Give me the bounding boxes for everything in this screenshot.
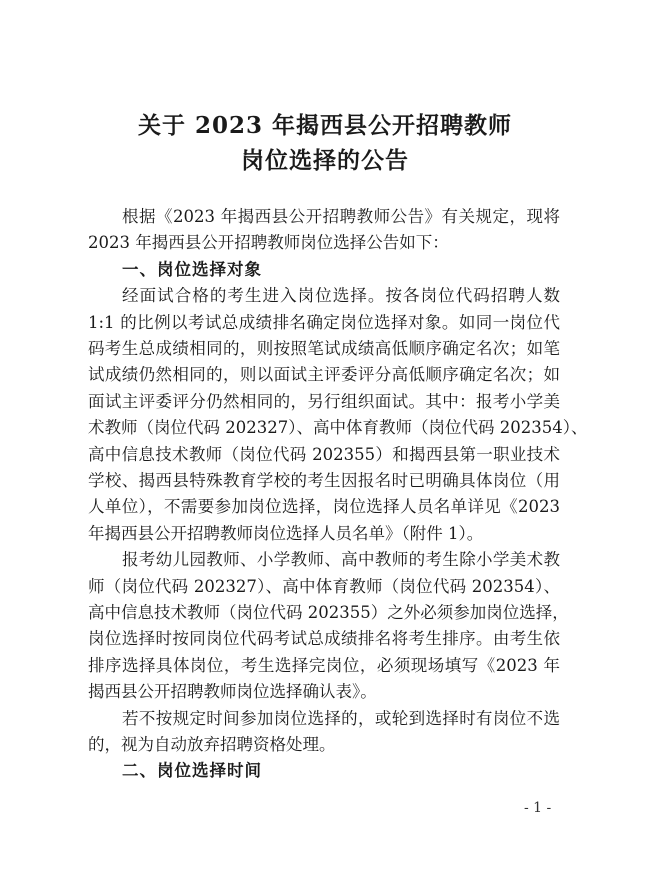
paragraph-line: 师（岗位代码 202327）、高中体育教师（岗位代码 202354）、 [88, 576, 560, 596]
paragraph-line: 若不按规定时间参加岗位选择的，或轮到选择时有岗位不选 [122, 708, 560, 728]
paragraph-line: 学校、揭西县特殊教育学校的考生因报名时已明确具体岗位（用 [88, 471, 560, 490]
paragraph-line: 高中信息技术教师（岗位代码 202355）和揭西县第一职业技术 [88, 444, 560, 464]
paragraph-line: 码考生总成绩相同的，则按照笔试成绩高低顺序确定名次；如笔 [88, 339, 560, 358]
paragraph-line: 术教师（岗位代码 202327）、高中体育教师（岗位代码 202354）、 [88, 418, 588, 438]
title-line-1: 关于 2023 年揭西县公开招聘教师 [137, 112, 513, 139]
paragraph-line: 试成绩仍然相同的，则以面试主评委评分高低顺序确定名次；如 [88, 365, 560, 385]
intro-line: 2023 年揭西县公开招聘教师岗位选择公告如下： [88, 233, 449, 253]
paragraph-line: 的，视为自动放弃招聘资格处理。 [88, 735, 336, 754]
paragraph-line: 1:1 的比例以考试总成绩排名确定岗位选择对象。如同一岗位代 [88, 312, 560, 332]
section-1-heading: 一、岗位选择对象 [122, 259, 262, 279]
paragraph-line: 经面试合格的考生进入岗位选择。按各岗位代码招聘人数 [122, 286, 560, 306]
paragraph-line: 年揭西县公开招聘教师岗位选择人员名单》（附件 1）。 [88, 523, 484, 543]
paragraph-line: 揭西县公开招聘教师岗位选择确认表》。 [88, 682, 377, 702]
paragraph-line: 人单位），不需要参加岗位选择，岗位选择人员名单详见《2023 [88, 497, 560, 517]
title-line-2: 岗位选择的公告 [241, 147, 409, 174]
paragraph-line: 报考幼儿园教师、小学教师、高中教师的考生除小学美术教 [122, 550, 560, 570]
section-2-heading: 二、岗位选择时间 [122, 761, 262, 781]
paragraph-line: 岗位选择时按同岗位代码考试总成绩排名将考生排序。由考生依 [88, 629, 560, 649]
paragraph-line: 排序选择具体岗位，考生选择完岗位，必须现场填写《2023 年 [88, 655, 560, 675]
intro-line: 根据《2023 年揭西县公开招聘教师公告》有关规定，现将 [122, 207, 560, 226]
paragraph-line: 高中信息技术教师（岗位代码 202355）之外必须参加岗位选择， [88, 603, 569, 622]
page-number: - 1 - [524, 800, 552, 816]
paragraph-line: 面试主评委评分仍然相同的，另行组织面试。其中：报考小学美 [88, 391, 560, 411]
